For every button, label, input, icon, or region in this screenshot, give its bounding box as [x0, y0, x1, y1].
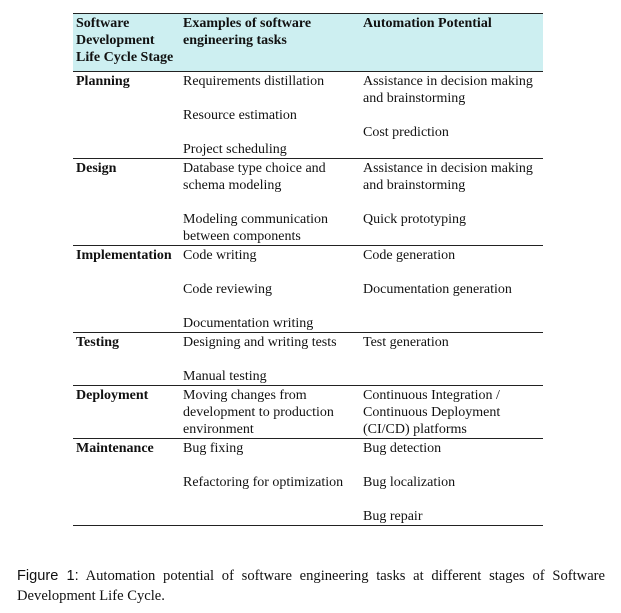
potential-cell	[360, 246, 543, 333]
tasks-cell	[180, 333, 360, 386]
task-item: Manual testing	[183, 369, 267, 384]
potential-item: Continuous Integration / Continuous Deployment (CI/CD) platforms	[363, 388, 501, 437]
table-row	[73, 439, 543, 526]
tasks-cell	[180, 72, 360, 159]
stage-cell: Maintenance	[73, 439, 180, 526]
task-item: Moving changes from development to production environment	[183, 388, 334, 437]
potential-item: Documentation generation	[363, 282, 512, 297]
task-item: Refactoring for optimization	[183, 475, 344, 490]
task-item: Database type choice and schema modeling	[183, 161, 326, 193]
task-item: Bug fixing	[183, 441, 244, 456]
potential-item: Test generation	[363, 335, 449, 350]
potential-cell	[360, 333, 543, 386]
task-item: Resource estimation	[183, 108, 297, 123]
potential-item: Assistance in decision making and brainstorming	[363, 74, 533, 106]
task-item: Requirements distillation	[183, 74, 325, 89]
task-item: Project scheduling	[183, 142, 287, 157]
sdlc-table-container	[73, 13, 543, 526]
potential-item: Bug repair	[363, 509, 423, 524]
stage-cell: Deployment	[73, 386, 180, 439]
task-item: Documentation writing	[183, 316, 314, 331]
sdlc-automation-table	[73, 13, 543, 526]
stage-cell: Planning	[73, 72, 180, 159]
header-automation-potential: Automation Potential	[360, 14, 543, 72]
task-item: Code reviewing	[183, 282, 273, 297]
potential-cell	[360, 386, 543, 439]
figure-caption	[17, 566, 605, 606]
potential-cell	[360, 72, 543, 159]
header-sdlc-stage: Software Development Life Cycle Stage	[73, 14, 180, 72]
header-row	[73, 14, 543, 72]
stage-cell: Design	[73, 159, 180, 246]
potential-item: Assistance in decision making and brainstorming	[363, 161, 533, 193]
table-row	[73, 72, 543, 159]
potential-item: Bug detection	[363, 441, 442, 456]
task-item: Modeling communication between components	[183, 212, 329, 244]
potential-item: Cost prediction	[363, 125, 449, 140]
table-row	[73, 333, 543, 386]
tasks-cell	[180, 386, 360, 439]
stage-cell: Testing	[73, 333, 180, 386]
task-item: Designing and writing tests	[183, 335, 337, 350]
tasks-cell	[180, 159, 360, 246]
potential-cell	[360, 439, 543, 526]
task-item: Code writing	[183, 248, 257, 263]
table-row	[73, 386, 543, 439]
table-body	[73, 72, 543, 526]
potential-item: Quick prototyping	[363, 212, 467, 227]
header-task-examples: Examples of software engineering tasks	[180, 14, 360, 72]
tasks-cell	[180, 439, 360, 526]
table-header	[73, 14, 543, 72]
stage-cell: Implementation	[73, 246, 180, 333]
potential-item: Bug localization	[363, 475, 456, 490]
potential-item: Code generation	[363, 248, 456, 263]
table-row	[73, 159, 543, 246]
table-row	[73, 246, 543, 333]
tasks-cell	[180, 246, 360, 333]
potential-cell	[360, 159, 543, 246]
figure-caption-text: Automation potential of software engineering tasks at different stages of Software Development Life Cycle.	[17, 568, 606, 604]
figure-label: Figure 1:	[17, 568, 79, 584]
